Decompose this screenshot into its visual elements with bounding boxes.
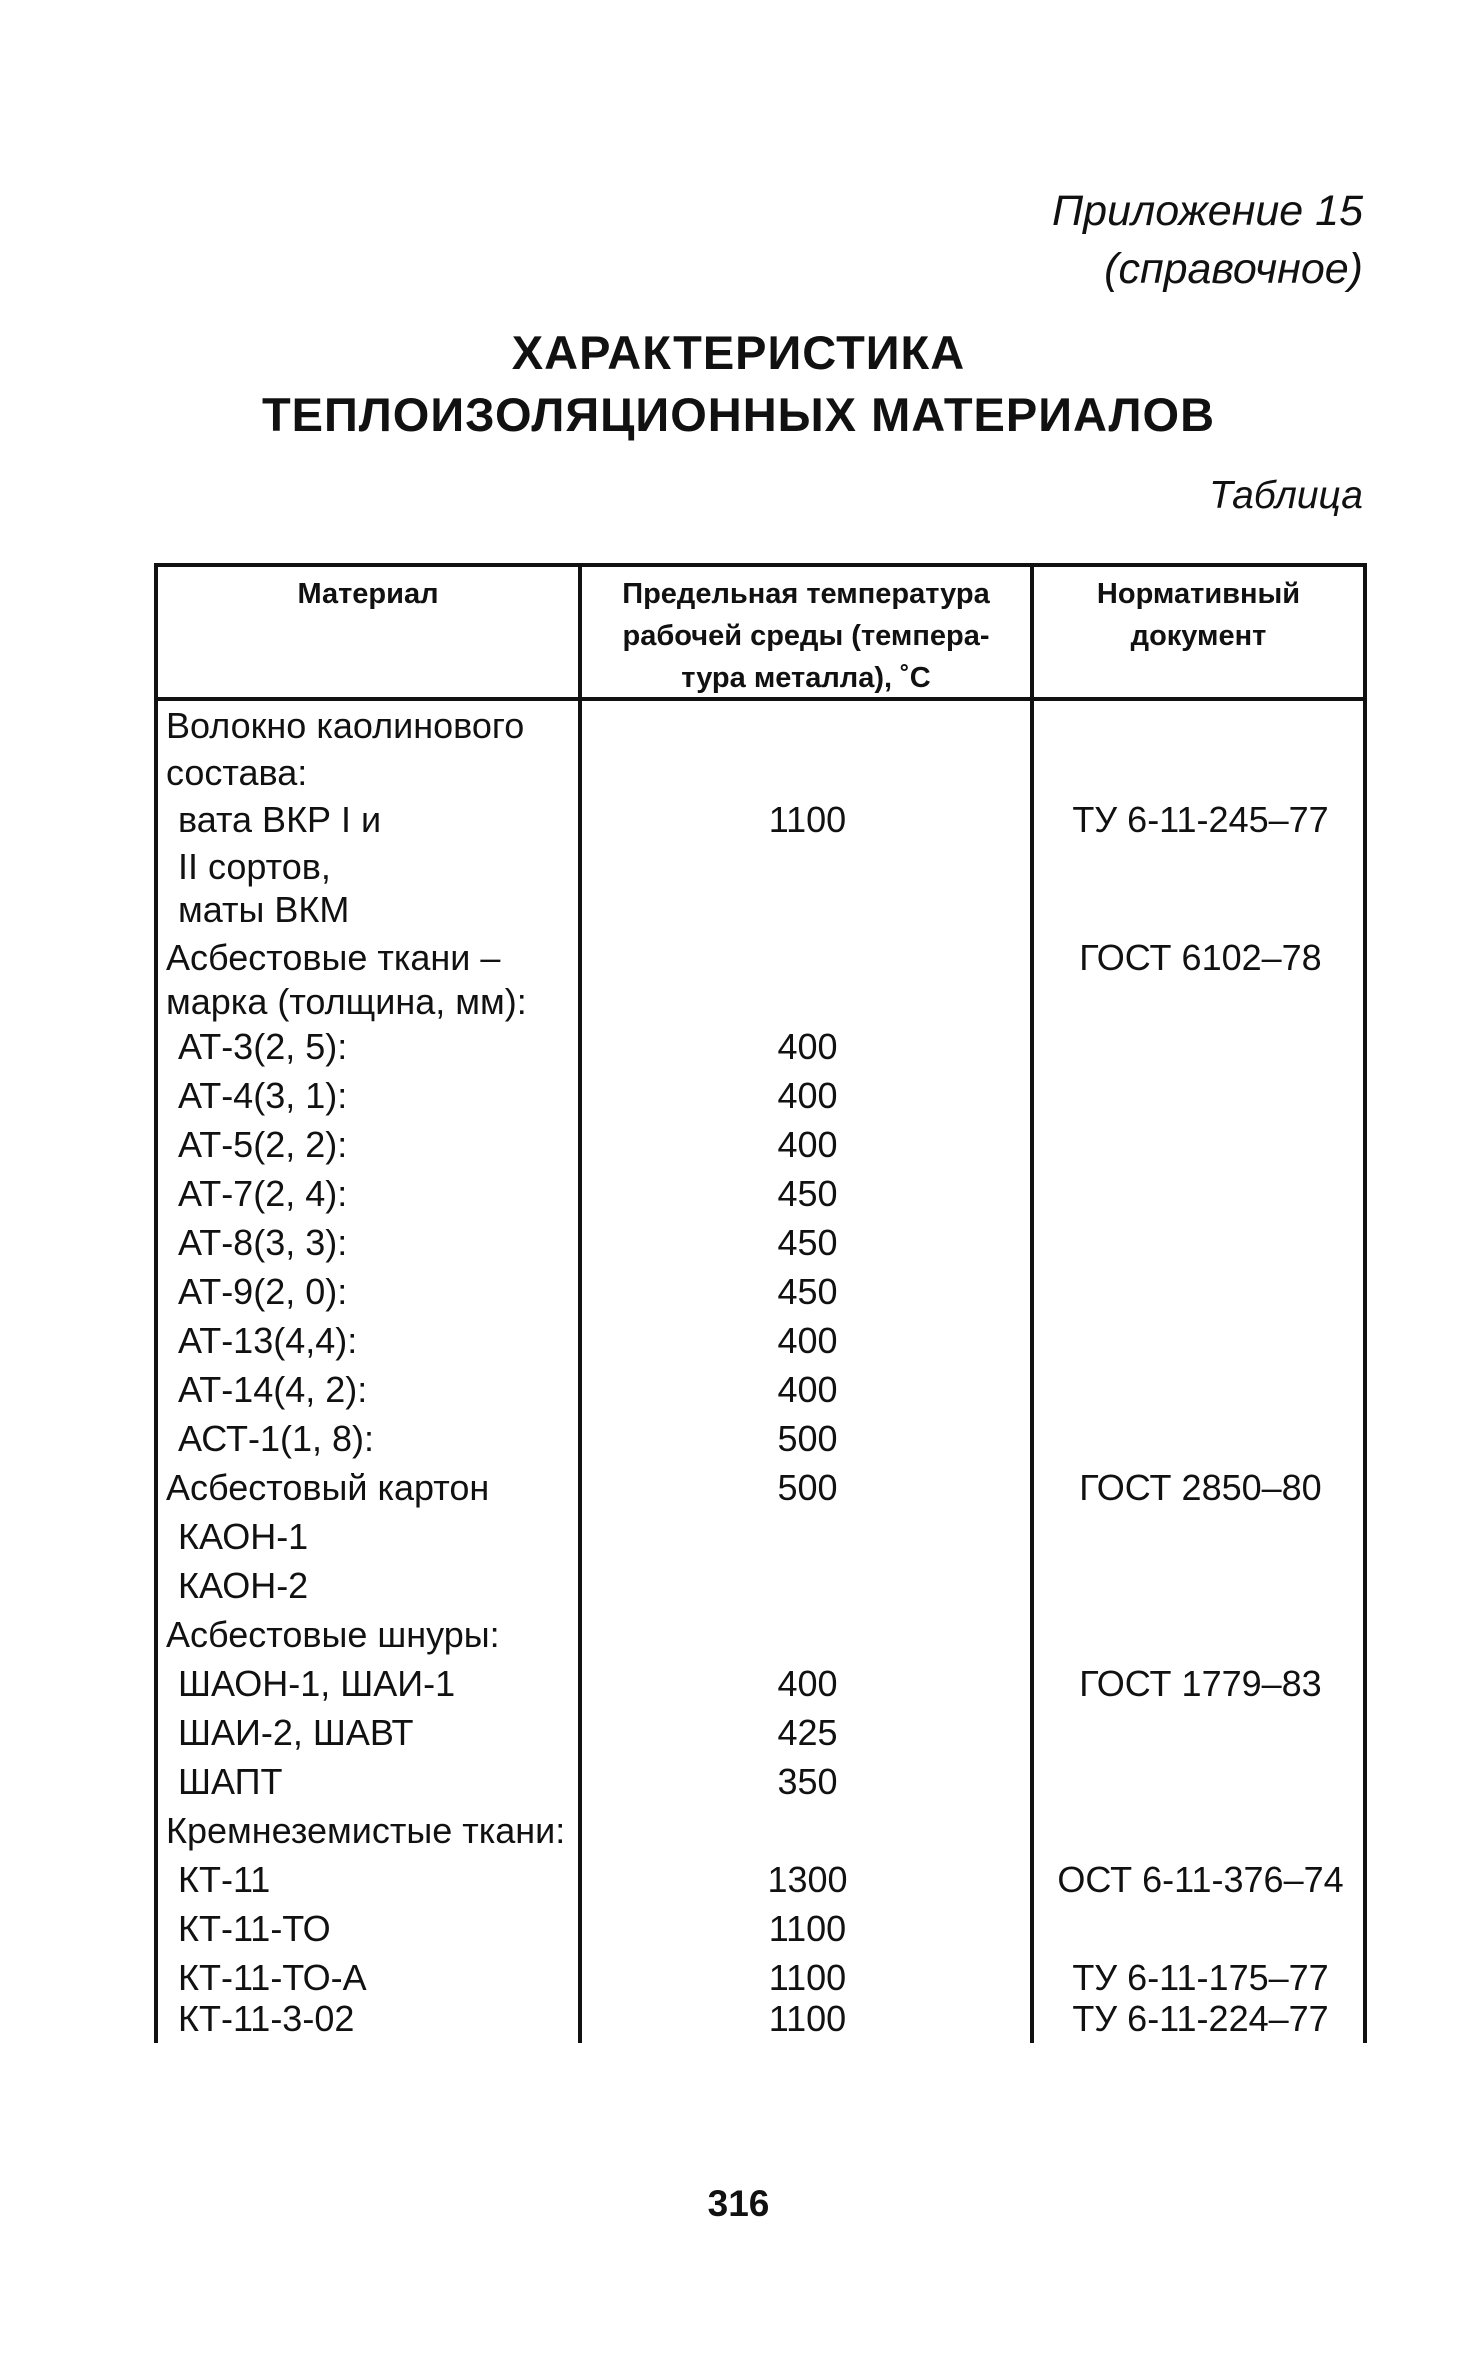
material-cell: Волокно каолинового — [166, 705, 525, 746]
temperature-cell: 500 — [777, 1467, 838, 1508]
table-row — [154, 885, 1367, 934]
table-row — [154, 842, 1367, 891]
appendix-title: Приложение 15 — [1052, 187, 1363, 235]
header-document-line-2: документ — [1130, 620, 1267, 652]
temperature-cell: 450 — [777, 1222, 838, 1263]
material-cell: АТ-13(4,4): — [178, 1320, 358, 1361]
temperature-cell: 400 — [777, 1075, 838, 1116]
table-top-border — [154, 563, 1367, 567]
table-row — [154, 1994, 1367, 2043]
table-row — [154, 933, 1367, 982]
temperature-cell: 1100 — [768, 799, 847, 840]
material-cell: Асбестовый картон — [166, 1467, 490, 1508]
appendix-label — [1052, 182, 1363, 298]
table-row — [154, 1267, 1367, 1316]
page-title-line-1: ХАРАКТЕРИСТИКА — [511, 326, 966, 379]
material-cell: Кремнеземистые ткани: — [166, 1810, 566, 1851]
page-number: 316 — [707, 2183, 770, 2224]
table-row — [154, 1806, 1367, 1855]
table-row — [154, 1561, 1367, 1610]
material-cell: КАОН-2 — [178, 1565, 309, 1606]
material-cell: АТ-8(3, 3): — [178, 1222, 348, 1263]
page-title — [0, 322, 1477, 446]
temperature-cell: 1100 — [768, 1998, 847, 2039]
temperature-cell: 1300 — [767, 1859, 848, 1900]
document-cell: ТУ 6-11-175–77 — [1072, 1957, 1329, 1998]
temperature-cell: 450 — [777, 1173, 838, 1214]
material-cell: АТ-9(2, 0): — [178, 1271, 348, 1312]
material-cell: Асбестовые ткани – — [166, 937, 501, 978]
table-row — [154, 1022, 1367, 1071]
table-label: Таблица — [1209, 474, 1363, 517]
table-row — [154, 1169, 1367, 1218]
table-row — [154, 701, 1367, 750]
material-cell: АТ-3(2, 5): — [178, 1026, 348, 1067]
page-title-line-2: ТЕПЛОИЗОЛЯЦИОННЫХ МАТЕРИАЛОВ — [261, 388, 1216, 441]
temperature-cell: 450 — [777, 1271, 838, 1312]
header-document — [1034, 573, 1363, 657]
material-cell: КТ-11-3-02 — [178, 1998, 355, 2039]
temperature-cell: 1100 — [768, 1957, 847, 1998]
table-row — [154, 977, 1367, 1026]
table-row — [154, 1316, 1367, 1365]
material-cell: КТ-11-ТО — [178, 1908, 331, 1949]
material-cell: АТ-14(4, 2): — [178, 1369, 368, 1410]
material-cell: КТ-11-ТО-А — [178, 1957, 367, 1998]
header-document-line-1: Нормативный — [1096, 578, 1301, 610]
material-cell: АСТ-1(1, 8): — [178, 1418, 375, 1459]
table-row — [154, 748, 1367, 797]
temperature-cell: 1100 — [768, 1908, 847, 1949]
table-row — [154, 1904, 1367, 1953]
document-cell: ГОСТ 2850–80 — [1079, 1467, 1322, 1508]
document-cell: ГОСТ 6102–78 — [1079, 937, 1322, 978]
material-cell: АТ-7(2, 4): — [178, 1173, 348, 1214]
material-cell: ШАПТ — [178, 1761, 283, 1802]
material-cell: ШАИ-2, ШАВТ — [178, 1712, 414, 1753]
header-temperature-line-3: тура металла), ˚С — [681, 662, 931, 694]
table-row — [154, 1414, 1367, 1463]
table-row — [154, 1659, 1367, 1708]
table-row — [154, 1855, 1367, 1904]
table-row — [154, 1071, 1367, 1120]
temperature-cell: 400 — [777, 1369, 838, 1410]
temperature-cell: 400 — [777, 1026, 838, 1067]
table-row — [154, 1463, 1367, 1512]
table-row — [154, 1757, 1367, 1806]
material-cell: маты ВКМ — [178, 889, 350, 930]
table-row — [154, 1708, 1367, 1757]
material-cell: состава: — [166, 752, 308, 793]
table-row — [154, 1512, 1367, 1561]
document-cell: ГОСТ 1779–83 — [1079, 1663, 1322, 1704]
material-cell: КАОН-1 — [178, 1516, 309, 1557]
header-temperature-line-1: Предельная температура — [622, 578, 990, 610]
material-cell: Асбестовые шнуры: — [166, 1614, 500, 1655]
materials-table — [154, 563, 1367, 2043]
temperature-cell: 400 — [777, 1320, 838, 1361]
table-row — [154, 1610, 1367, 1659]
header-temperature-line-2: рабочей среды (темпера- — [622, 620, 990, 652]
appendix-note: (справочное) — [1104, 245, 1363, 293]
document-cell: ТУ 6-11-245–77 — [1072, 799, 1329, 840]
document-cell: ОСТ 6-11-376–74 — [1057, 1859, 1344, 1900]
table-row — [154, 1120, 1367, 1169]
material-cell: марка (толщина, мм): — [166, 981, 527, 1022]
table-row — [154, 795, 1367, 844]
temperature-cell: 400 — [777, 1124, 838, 1165]
temperature-cell: 400 — [777, 1663, 838, 1704]
material-cell: АТ-4(3, 1): — [178, 1075, 348, 1116]
table-row — [154, 1218, 1367, 1267]
header-temperature — [582, 573, 1030, 699]
temperature-cell: 425 — [777, 1712, 838, 1753]
material-cell: ШАОН-1, ШАИ-1 — [178, 1663, 456, 1704]
table-row — [154, 1365, 1367, 1414]
material-cell: II сортов, — [178, 846, 331, 887]
material-cell: КТ-11 — [178, 1859, 271, 1900]
material-cell: вата ВКР I и — [178, 799, 382, 840]
header-material: Материал — [297, 578, 439, 610]
material-cell: АТ-5(2, 2): — [178, 1124, 348, 1165]
document-cell: ТУ 6-11-224–77 — [1072, 1998, 1329, 2039]
temperature-cell: 500 — [777, 1418, 838, 1459]
temperature-cell: 350 — [777, 1761, 838, 1802]
